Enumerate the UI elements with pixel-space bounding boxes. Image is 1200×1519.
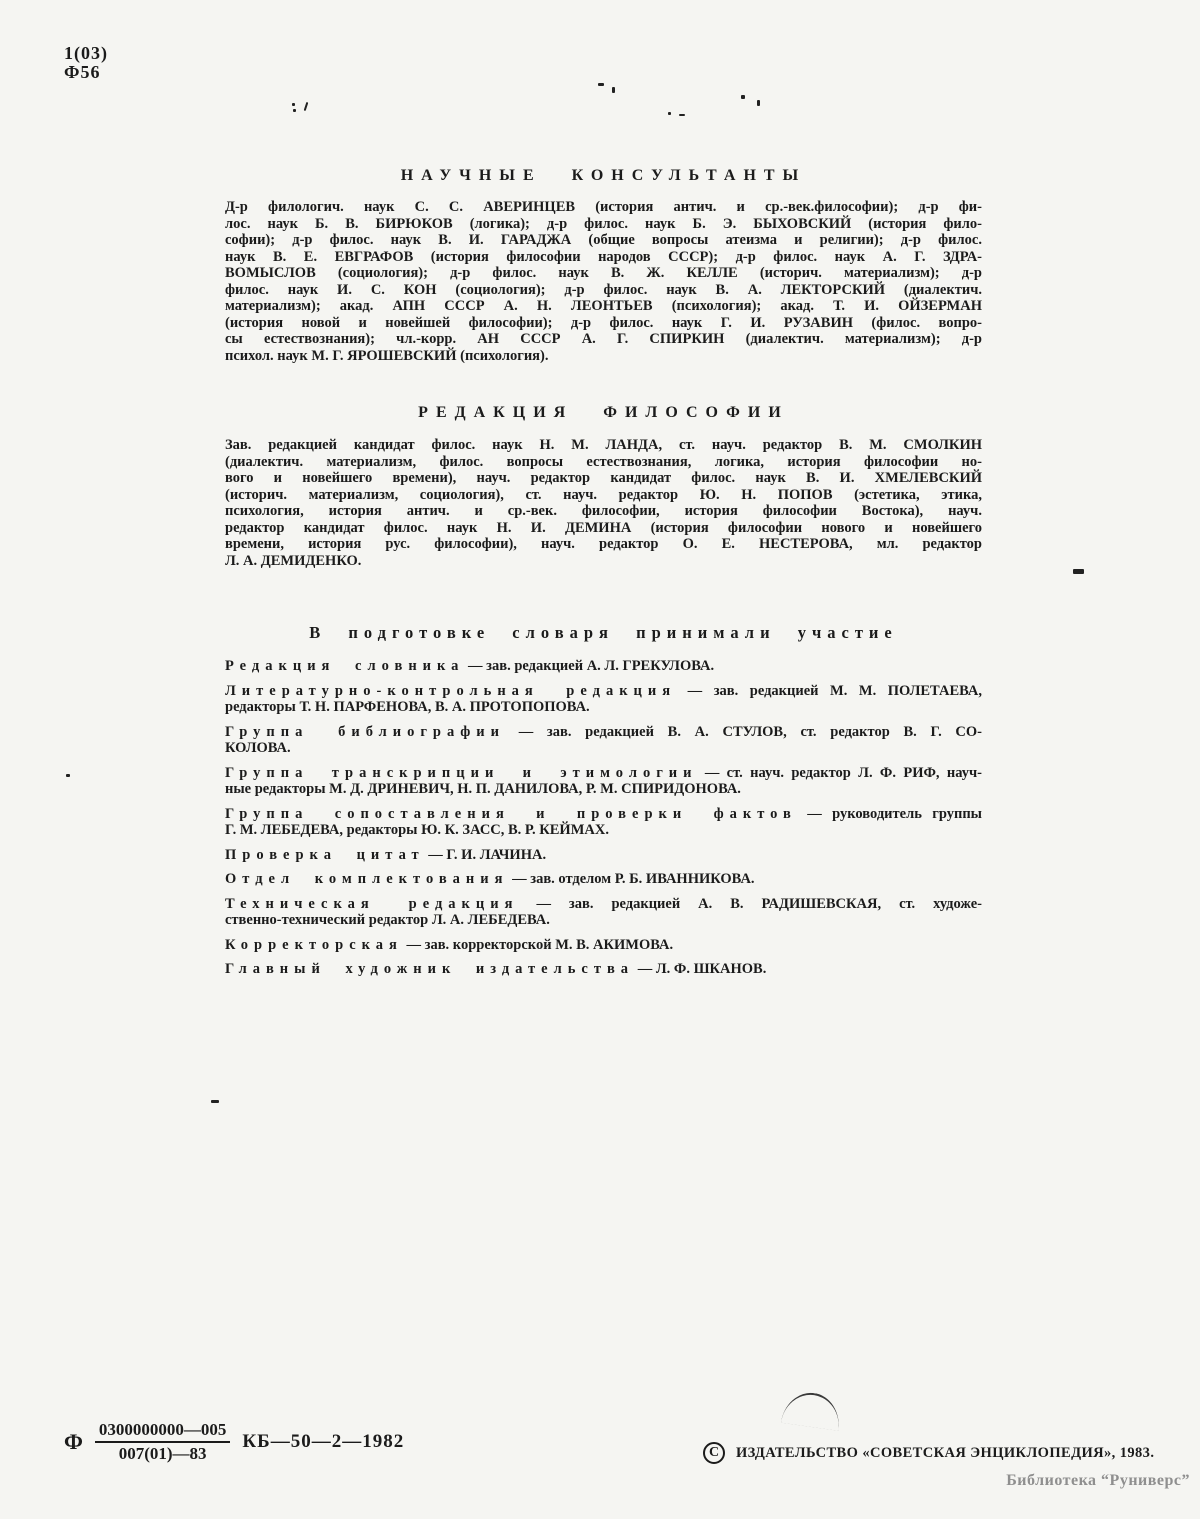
copyright-text: ИЗДАТЕЛЬСТВО «СОВЕТСКАЯ ЭНЦИКЛОПЕДИЯ», 1983. <box>736 1444 1155 1461</box>
scan-speck <box>757 100 760 106</box>
list-item <box>225 658 982 675</box>
item-rest: — ст. науч. редактор Л. Ф. РИФ, науч- <box>704 764 983 781</box>
text-line: психология, история антич. и ср.-век. философии, история философии Востока), науч. <box>225 503 982 519</box>
editorial-heading: РЕДАКЦИЯ ФИЛОСОФИИ <box>418 404 789 421</box>
list-item <box>225 765 982 798</box>
udc-code: 1(03) <box>64 43 108 63</box>
item-rest: — зав. корректорской М. В. АКИМОВА. <box>406 936 674 953</box>
item-lead: Литературно-контрольная редакция <box>225 682 677 699</box>
item-lead: Отдел комплектования <box>225 871 509 887</box>
copyright-line <box>703 1442 1154 1464</box>
participants-list <box>225 658 982 986</box>
item-rest: — зав. редакцией А. В. РАДИШЕВСКАЯ, ст. художе- <box>536 895 982 912</box>
catalog-fraction <box>95 1420 231 1464</box>
scan-speck <box>741 95 745 99</box>
text-line: филос. наук И. С. КОН (социология); д-р филос. наук В. А. ЛЕКТОРСКИЙ (диалектич. <box>225 281 982 298</box>
text-line: Л. А. ДЕМИДЕНКО. <box>225 552 362 569</box>
text-line: вого и новейшего времени), науч. редактор кандидат филос. наук В. И. ХМЕЛЕВСКИЙ <box>225 470 982 486</box>
text-line <box>225 724 982 741</box>
item-rest: — зав. редакцией М. М. ПОЛЕТАЕВА, <box>687 682 982 699</box>
item-rest: — руководитель группы <box>807 805 983 822</box>
text-line <box>225 658 982 675</box>
item-rest: — зав. редакцией А. Л. ГРЕКУЛОВА. <box>468 658 715 674</box>
text-line <box>225 806 982 823</box>
copyright-icon: C <box>703 1442 725 1464</box>
scan-speck <box>612 87 615 93</box>
text-line: ственно-технический редактор Л. А. ЛЕБЕДЕВА. <box>225 912 550 928</box>
participants-heading-wrap <box>225 623 982 643</box>
scan-speck <box>293 109 296 112</box>
scan-speck <box>211 1100 219 1103</box>
scan-speck <box>1073 569 1084 574</box>
text-line: ные редакторы М. Д. ДРИНЕВИЧ, Н. П. ДАНИЛОВА, Р. М. СПИРИДОНОВА. <box>225 781 741 797</box>
scan-speck <box>66 774 70 777</box>
item-lead: Проверка цитат <box>225 846 425 863</box>
scan-speck <box>304 102 309 111</box>
fraction-denominator: 007(01)—83 <box>118 1444 207 1463</box>
scan-hair-mark <box>781 1389 843 1431</box>
item-lead: Корректорская <box>225 936 403 953</box>
text-line: КОЛОВА. <box>225 740 291 756</box>
item-lead: Группа сопоставления и проверки фактов <box>225 805 797 822</box>
library-watermark: Библиотека “Руниверс” <box>1006 1472 1190 1489</box>
scan-speck <box>679 114 685 116</box>
text-line: материализм); акад. АПН СССР А. Н. ЛЕОНТЬЕВ (психология); акад. Т. И. ОЙЗЕРМАН <box>225 298 982 314</box>
text-line: психол. наук М. Г. ЯРОШЕВСКИЙ (психология). <box>225 347 549 364</box>
text-line: (историч. материализм, социология), ст. науч. редактор Ю. Н. ПОПОВ (эстетика, этика, <box>225 486 982 503</box>
consultants-heading: НАУЧНЫЕ КОНСУЛЬТАНТЫ <box>400 167 807 184</box>
text-line: времени, история рус. философии), науч. редактор О. Е. НЕСТЕРОВА, мл. редактор <box>225 536 982 552</box>
list-item <box>225 724 982 757</box>
list-item <box>225 806 982 839</box>
text-line: сы естествознания); чл.-корр. АН СССР А. Г. СПИРКИН (диалектич. материализм); д-р <box>225 331 982 347</box>
item-lead: Главный художник издательства <box>225 961 635 977</box>
series-letter: Ф <box>64 1429 83 1454</box>
text-line: лос. наук Б. В. БИРЮКОВ (логика); д-р филос. наук Б. Э. БЫХОВСКИЙ (история фило- <box>225 215 982 232</box>
text-line: ВОМЫСЛОВ (социология); д-р филос. наук В. Ж. КЕЛЛЕ (историч. материализм); д-р <box>225 265 982 281</box>
item-rest: — Л. Ф. ШКАНОВ. <box>637 961 767 977</box>
text-line <box>225 961 982 978</box>
consultants-paragraph <box>225 199 982 364</box>
print-order-code <box>64 1420 404 1464</box>
consultants-heading-wrap <box>225 167 982 185</box>
text-line <box>225 896 982 913</box>
item-lead: Редакция словника <box>225 658 465 674</box>
participants-heading: В подготовке словаря принимали участие <box>309 623 898 642</box>
item-rest: — зав. редакцией В. А. СТУЛОВ, ст. редактор В. Г. СО- <box>518 723 982 740</box>
text-line: редакторы Т. Н. ПАРФЕНОВА, В. А. ПРОТОПОПОВА. <box>225 699 590 715</box>
text-line: редактор кандидат филос. наук Н. И. ДЕМИНА (история философии нового и новейшего <box>225 519 982 536</box>
text-line: (история новой и новейшей философии); д-р филос. наук Г. И. РУЗАВИН (филос. вопро- <box>225 314 982 331</box>
item-lead: Группа транскрипции и этимологии <box>225 764 698 781</box>
text-line: Д-р филологич. наук С. С. АВЕРИНЦЕВ (история антич. и ср.-век.философии); д-р фи- <box>225 199 982 215</box>
list-item <box>225 937 982 954</box>
fraction-numerator: 0300000000—005 <box>95 1420 231 1443</box>
bbk-code: Ф56 <box>64 62 101 82</box>
text-line <box>225 683 982 700</box>
scan-speck <box>292 103 295 106</box>
item-rest: — Г. И. ЛАЧИНА. <box>428 846 547 863</box>
text-line <box>225 847 982 864</box>
text-line <box>225 765 982 782</box>
item-lead: Группа библиографии <box>225 723 505 740</box>
text-line: наук В. Е. ЕВГРАФОВ (история философии народов СССР); д-р филос. наук А. Г. ЗДРА- <box>225 248 982 265</box>
scan-speck <box>598 83 604 86</box>
text-line: Г. М. ЛЕБЕДЕВА, редакторы Ю. К. ЗАСС, В. Р. КЕЙМАХ. <box>225 822 609 838</box>
text-line <box>225 871 982 888</box>
text-line <box>225 937 982 954</box>
list-item <box>225 871 982 888</box>
classification-code <box>64 44 108 82</box>
list-item <box>225 847 982 864</box>
list-item <box>225 683 982 716</box>
list-item <box>225 896 982 929</box>
text-line: софии); д-р филос. наук В. И. ГАРАДЖА (общие вопросы атеизма и религии); д-р филос. <box>225 232 982 248</box>
item-rest: — зав. отделом Р. Б. ИВАННИКОВА. <box>512 871 755 887</box>
scan-speck <box>668 112 671 115</box>
editorial-paragraph <box>225 437 982 569</box>
kb-code: КБ—50—2—1982 <box>242 1431 405 1452</box>
list-item <box>225 961 982 978</box>
text-line: Зав. редакцией кандидат филос. наук Н. М. ЛАНДА, ст. науч. редактор В. М. СМОЛКИН <box>225 437 982 453</box>
text-line: (диалектич. материализм, филос. вопросы естествознания, логика, история философии но- <box>225 453 982 470</box>
item-lead: Техническая редакция <box>225 895 519 912</box>
editorial-heading-wrap <box>225 404 982 422</box>
